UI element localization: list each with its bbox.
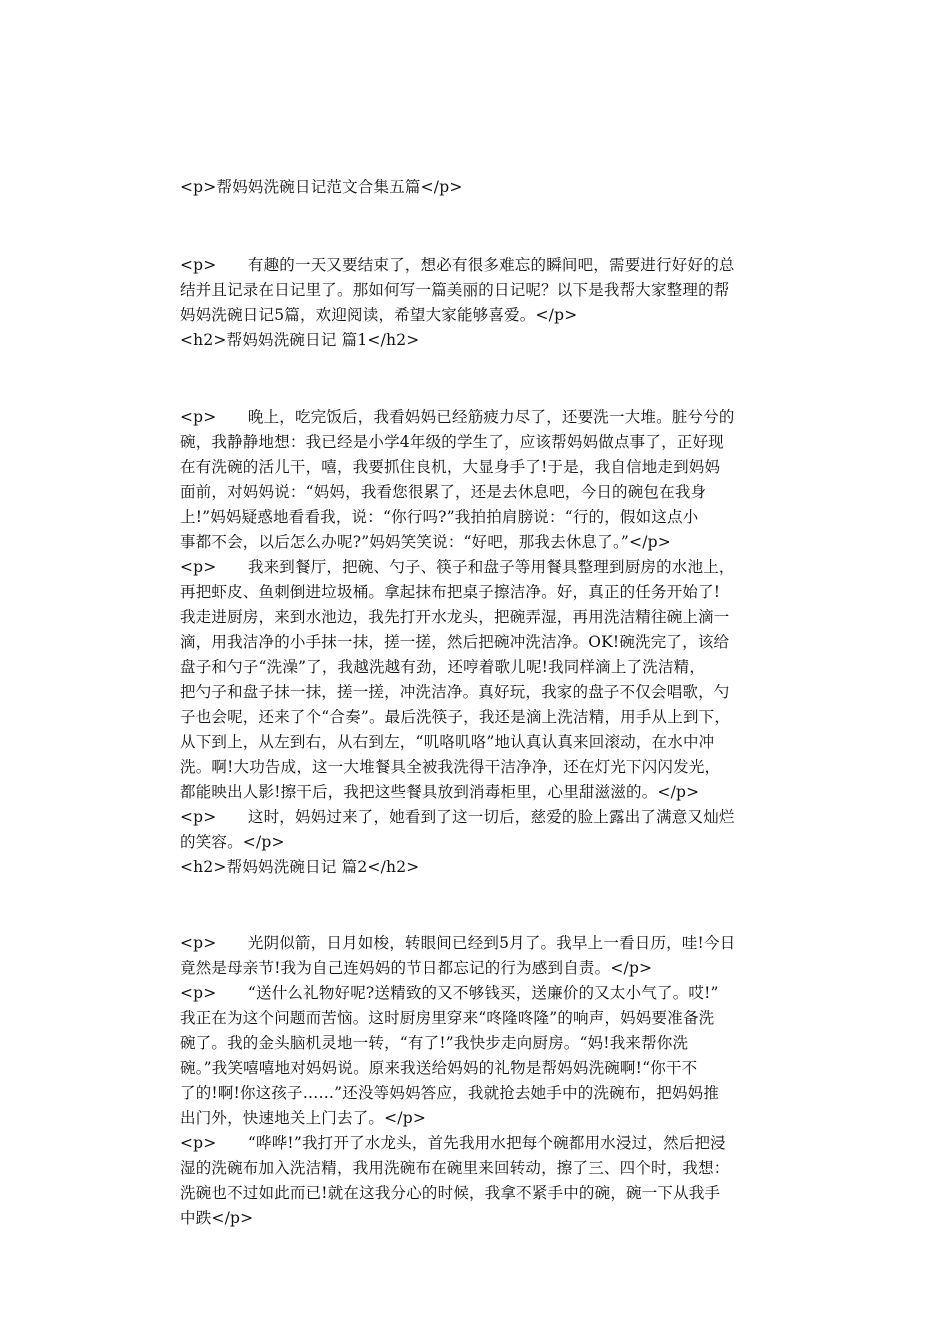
document-title: <p>帮妈妈洗碗日记范文合集五篇</p> bbox=[180, 178, 463, 196]
text-line: 湿的洗碗布加入洗洁精，我用洗碗布在碗里来回转动，擦了三、四个时，我想： bbox=[180, 1159, 730, 1177]
text-line: 都能映出人影!擦干后，我把这些餐具放到消毒柜里，心里甜滋滋的。</p> bbox=[180, 783, 700, 801]
text-line: 从下到上，从左到右，从右到左，“叽咯叽咯”地认真认真来回滚动，在水中冲 bbox=[180, 733, 715, 751]
text-line: 洗碗也不过如此而已!就在这我分心的时候，我拿不紧手中的碗，碗一下从我手 bbox=[180, 1184, 721, 1202]
text-line: 我走进厨房，来到水池边，我先打开水龙头，把碗弄湿，再用洗洁精往碗上滴一 bbox=[180, 608, 730, 626]
text-line: 在有洗碗的活儿干，嘻，我要抓住良机，大显身手了!于是，我自信地走到妈妈 bbox=[180, 458, 721, 476]
text-line: <p> 有趣的一天又要结束了，想必有很多难忘的瞬间吧，需要进行好好的总 bbox=[180, 256, 735, 274]
text-line: 碗。”我笑嘻嘻地对妈妈说。原来我送给妈妈的礼物是帮妈妈洗碗啊!“你干不 bbox=[180, 1059, 698, 1077]
text-line: <p> 光阴似箭，日月如梭，转眼间已经到5月了。我早上一看日历，哇!今日 bbox=[180, 934, 736, 952]
text-line: 上!”妈妈疑惑地看看我，说：“你行吗?”我拍拍肩膀说：“行的，假如这点小 bbox=[180, 508, 699, 526]
text-line: 盘子和勺子“洗澡”了，我越洗越有劲，还哼着歌儿呢!我同样滴上了洗洁精， bbox=[180, 658, 706, 676]
text-line: <p> 这时，妈妈过来了，她看到了这一切后，慈爱的脸上露出了满意又灿烂 bbox=[180, 808, 735, 826]
text-line: 碗，我静静地想：我已经是小学4年级的学生了，应该帮妈妈做点事了，正好现 bbox=[180, 433, 724, 451]
text-line: 洗。啊!大功告成，这一大堆餐具全被我洗得干洁净净，还在灯光下闪闪发光， bbox=[180, 758, 721, 776]
text-line: 事都不会，以后怎么办呢?”妈妈笑笑说：“好吧，那我去休息了。”</p> bbox=[180, 533, 671, 551]
text-line: 再把虾皮、鱼刺倒进垃圾桶。拿起抹布把桌子擦洁净。好，真正的任务开始了! bbox=[180, 583, 721, 601]
text-line: 碗了。我的金头脑机灵地一转，“有了!”我快步走向厨房。“妈!我来帮你洗 bbox=[180, 1034, 689, 1052]
text-line: 了的!啊!你这孩子……”还没等妈妈答应，我就抢去她手中的洗碗布，把妈妈推 bbox=[180, 1084, 720, 1102]
text-line: 把勺子和盘子抹一抹，搓一搓，冲洗洁净。真好玩，我家的盘子不仅会唱歌，勺 bbox=[180, 683, 730, 701]
text-line: 妈妈洗碗日记5篇，欢迎阅读，希望大家能够喜爱。</p> bbox=[180, 306, 578, 324]
text-line: 滴，用我洁净的小手抹一抹，搓一搓，然后把碗冲洗洁净。OK!碗洗完了，该给 bbox=[180, 633, 730, 651]
text-line: <p> 晚上，吃完饭后，我看妈妈已经筋疲力尽了，还要洗一大堆。脏兮兮的 bbox=[180, 408, 735, 426]
text-line: <p> “送什么礼物好呢?送精致的又不够钱买，送廉价的又太小气了。哎!” bbox=[180, 984, 719, 1002]
text-line: 我正在为这个问题而苦恼。这时厨房里穿来“咚隆咚隆”的响声，妈妈要准备洗 bbox=[180, 1009, 715, 1027]
text-line: 结并且记录在日记里了。那如何写一篇美丽的日记呢？以下是我帮大家整理的帮 bbox=[180, 281, 730, 299]
text-line: 面前，对妈妈说：“妈妈，我看您很累了，还是去休息吧，今日的碗包在我身 bbox=[180, 483, 707, 501]
text-line: 子也会呢，还来了个“合奏”。最后洗筷子，我还是滴上洗洁精，用手从上到下， bbox=[180, 708, 731, 726]
text-line: 中跌</p> bbox=[180, 1209, 254, 1227]
text-line: 出门外，快速地关上门去了。</p> bbox=[180, 1109, 427, 1127]
text-line: 的笑容。</p> bbox=[180, 833, 285, 851]
text-line: <p> “哗哗!”我打开了水龙头，首先我用水把每个碗都用水浸过，然后把浸 bbox=[180, 1134, 726, 1152]
section-heading: <h2>帮妈妈洗碗日记 篇2</h2> bbox=[180, 858, 420, 876]
section-heading: <h2>帮妈妈洗碗日记 篇1</h2> bbox=[180, 331, 420, 349]
text-line: 竟然是母亲节!我为自己连妈妈的节日都忘记的行为感到自责。</p> bbox=[180, 959, 653, 977]
text-line: <p> 我来到餐厅，把碗、勺子、筷子和盘子等用餐具整理到厨房的水池上， bbox=[180, 558, 735, 576]
